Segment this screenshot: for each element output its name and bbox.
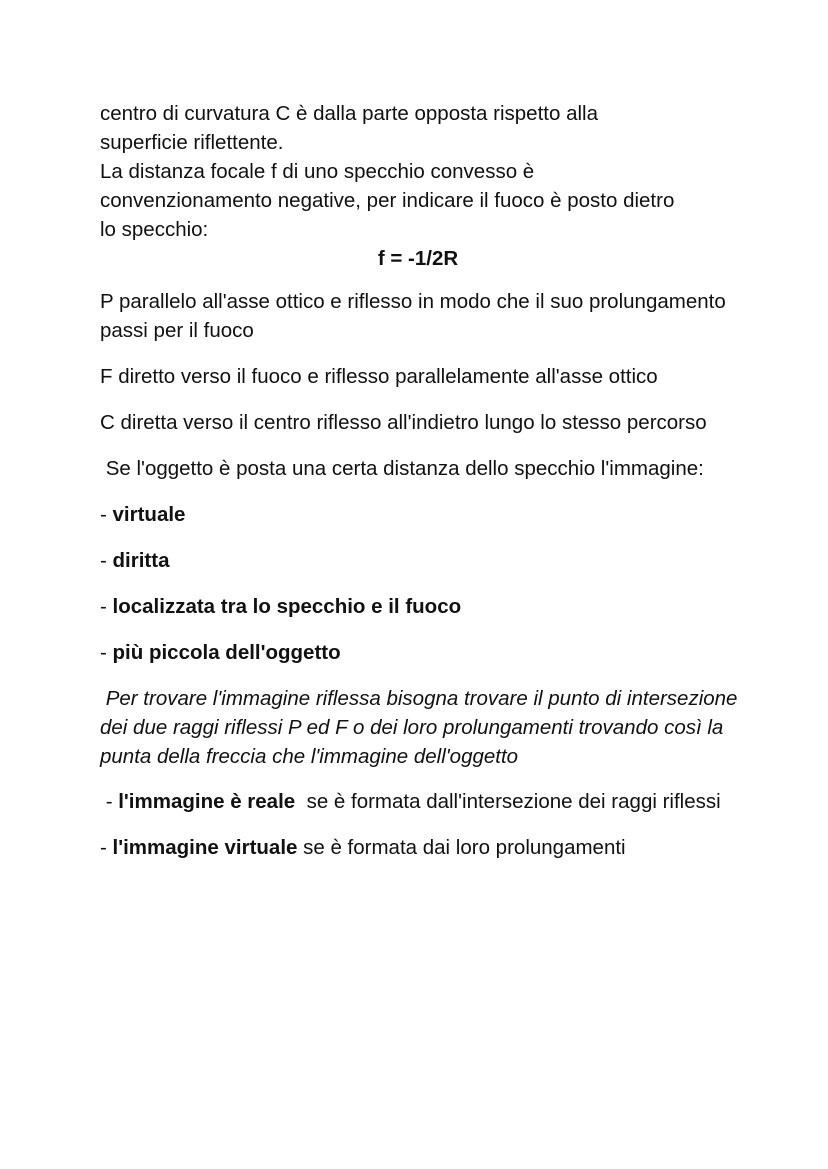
image-type-item [100, 787, 740, 816]
bullet-dash: - [100, 503, 113, 526]
property-label: diritta [112, 549, 170, 572]
intro-line-1: centro di curvatura C è dalla parte opposta rispetto alla [100, 102, 598, 125]
property-label: più piccola dell'oggetto [112, 641, 341, 664]
intro-line-2: superficie riflettente. [100, 131, 284, 154]
ray-c-paragraph: C diretta verso il centro riflesso all'indietro lungo lo stesso percorso [100, 411, 707, 434]
ray-p-paragraph: P parallelo all'asse ottico e riflesso in modo che il suo prolungamento passi per il fuoco [100, 290, 726, 342]
image-type-description: se è formata dai loro prolungamenti [297, 836, 626, 859]
bullet-dash: - [100, 836, 113, 859]
ray-f-paragraph: F diretto verso il fuoco e riflesso parallelamente all'asse ottico [100, 365, 658, 388]
bullet-dash: - [100, 549, 113, 572]
property-label: localizzata tra lo specchio e il fuoco [112, 595, 462, 618]
bullet-dash: - [100, 595, 113, 618]
image-type-label: l'immagine è reale [118, 790, 296, 813]
focal-line-2: convenzionamento negative, per indicare il fuoco è posto dietro [100, 189, 675, 212]
property-item [100, 592, 740, 621]
document-page [100, 99, 744, 862]
property-item [100, 638, 740, 667]
focal-length-formula [100, 244, 740, 273]
formula-text: f = -1/2R [377, 247, 459, 270]
property-label: virtuale [112, 503, 186, 526]
bullet-dash: - [100, 641, 113, 664]
method-paragraph: Per trovare l'immagine riflessa bisogna trovare il punto di intersezione dei due raggi riflessi P ed F o dei loro prolungamenti trovando così la punta della freccia che l'immagine dell'oggetto [100, 687, 744, 768]
focal-line-3: lo specchio: [100, 218, 209, 241]
image-type-description: se è formata dall'intersezione dei raggi riflessi [295, 790, 721, 813]
property-item [100, 546, 740, 575]
property-item [100, 500, 740, 529]
image-type-label: l'immagine virtuale [112, 836, 298, 859]
image-intro-paragraph: Se l'oggetto è posta una certa distanza dello specchio l'immagine: [100, 457, 704, 480]
focal-line-1: La distanza focale f di uno specchio convesso è [100, 160, 535, 183]
image-type-item [100, 833, 740, 862]
intro-paragraph [100, 99, 740, 244]
bullet-dash: - [100, 790, 119, 813]
